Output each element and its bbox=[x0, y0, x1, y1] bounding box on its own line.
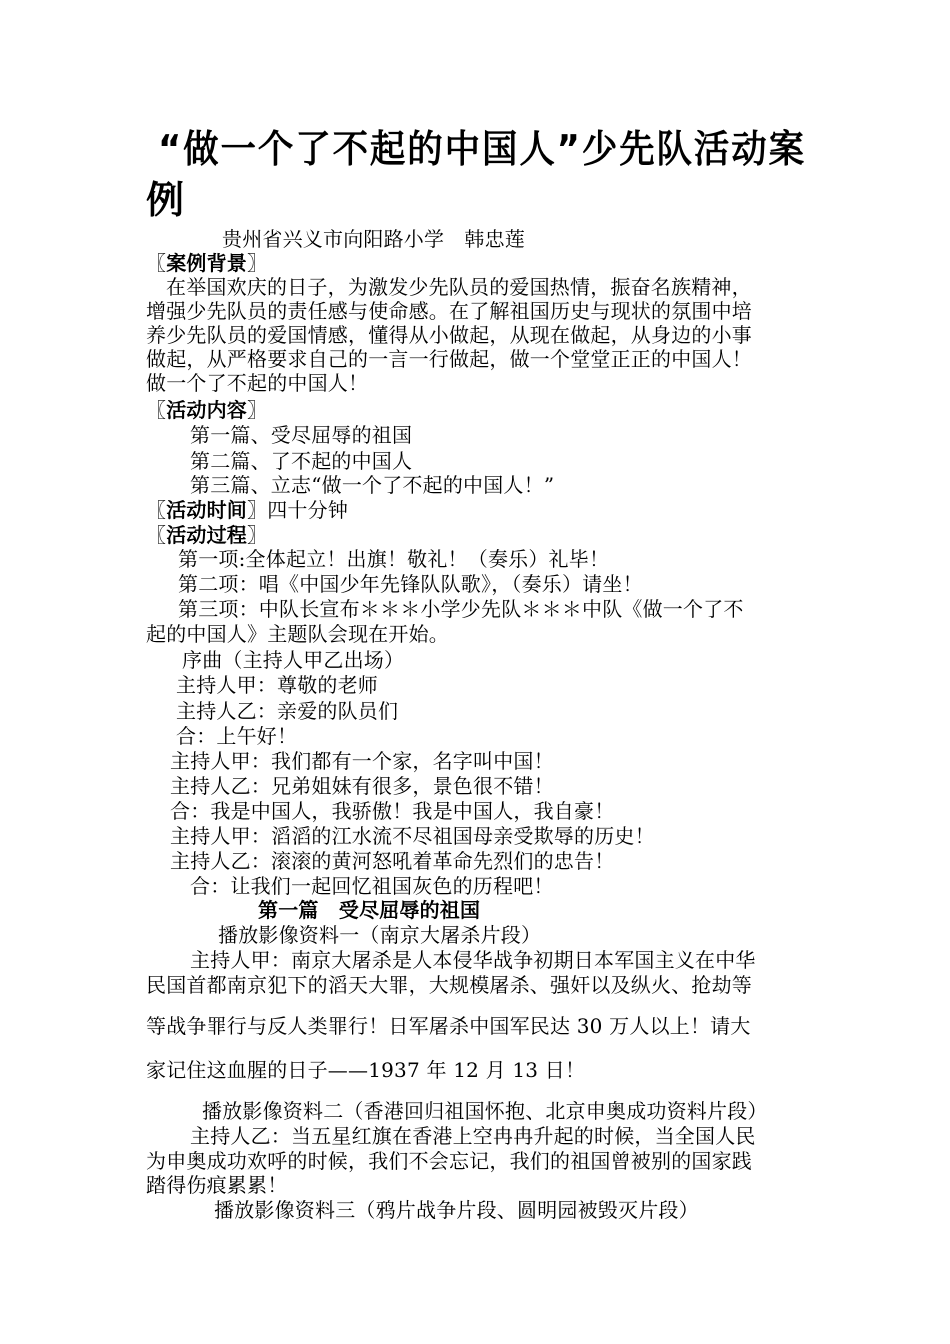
section-heading-process: 〖活动过程〗 bbox=[146, 523, 268, 547]
content-item: 第一篇、受尽屈辱的祖国 bbox=[190, 423, 413, 447]
part-one-line: 播放影像资料二（香港回归祖国怀抱、北京申奥成功资料片段） bbox=[202, 1099, 768, 1123]
section-heading-background: 〖案例背景〗 bbox=[146, 251, 268, 275]
part-one-line: 播放影像资料一（南京大屠杀片段） bbox=[218, 923, 542, 947]
background-paragraph-line: 养少先队员的爱国情感，懂得从小做起，从现在做起，从身边的小事 bbox=[146, 323, 752, 347]
part-one-line: 主持人甲：南京大屠杀是人本侵华战争初期日本军国主义在中华 bbox=[190, 948, 756, 972]
document-title-line-1: “做一个了不起的中国人”少先队活动案 bbox=[158, 127, 806, 171]
process-line: 主持人甲：尊敬的老师 bbox=[176, 673, 378, 697]
section-heading-time: 〖活动时间〗四十分钟 bbox=[146, 498, 349, 522]
process-line: 第三项：中队长宣布＊＊＊小学少先队＊＊＊中队《做一个了不 bbox=[178, 597, 744, 621]
process-line: 第二项：唱《中国少年先锋队队歌》，（奏乐）请坐！ bbox=[178, 572, 643, 596]
process-line: 合：上午好！ bbox=[176, 724, 298, 748]
section-heading-content: 〖活动内容〗 bbox=[146, 398, 268, 422]
process-line: 第一项:全体起立！出旗！敬礼！（奏乐）礼毕！ bbox=[178, 547, 610, 571]
process-line: 主持人乙：兄弟姐妹有很多，景色很不错！ bbox=[170, 774, 554, 798]
document-title-line-2: 例 bbox=[146, 178, 187, 222]
process-line: 主持人甲：滔滔的江水流不尽祖国母亲受欺辱的历史！ bbox=[170, 824, 655, 848]
process-line: 序曲（主持人甲乙出场） bbox=[182, 648, 405, 672]
part-one-line: 家记住这血腥的日子——1937 年 12 月 13 日！ bbox=[146, 1058, 586, 1082]
process-line: 主持人乙：滚滚的黄河怒吼着革命先烈们的忠告！ bbox=[170, 849, 615, 873]
process-line: 主持人乙：亲爱的队员们 bbox=[176, 699, 399, 723]
process-line: 主持人甲：我们都有一个家，名字叫中国！ bbox=[170, 749, 554, 773]
part-one-heading: 第一篇 受尽屈辱的祖国 bbox=[258, 898, 481, 922]
part-one-line: 为申奥成功欢呼的时候，我们不会忘记，我们的祖国曾被别的国家践 bbox=[146, 1149, 752, 1173]
part-one-line: 主持人乙：当五星红旗在香港上空冉冉升起的时候，当全国人民 bbox=[190, 1124, 756, 1148]
part-one-line: 民国首都南京犯下的滔天大罪，大规模屠杀、强奸以及纵火、抢劫等 bbox=[146, 973, 752, 997]
content-item: 第三篇、立志“做一个了不起的中国人！” bbox=[190, 473, 555, 497]
activity-duration: 四十分钟 bbox=[267, 498, 349, 522]
background-paragraph-line: 在举国欢庆的日子，为激发少先队员的爱国热情，振奋名族精神， bbox=[166, 275, 752, 299]
part-one-line: 踏得伤痕累累！ bbox=[146, 1173, 288, 1197]
author-line: 贵州省兴义市向阳路小学 韩忠莲 bbox=[222, 227, 525, 251]
background-paragraph-line: 做起，从严格要求自己的一言一行做起，做一个堂堂正正的中国人！ bbox=[146, 347, 752, 371]
background-paragraph-line: 做一个了不起的中国人！ bbox=[146, 371, 369, 395]
process-line: 合：让我们一起回忆祖国灰色的历程吧！ bbox=[190, 874, 554, 898]
content-item: 第二篇、了不起的中国人 bbox=[190, 449, 413, 473]
process-line: 起的中国人》主题队会现在开始。 bbox=[146, 622, 449, 646]
part-one-line: 等战争罪行与反人类罪行！日军屠杀中国军民达 30 万人以上！请大 bbox=[146, 1014, 751, 1038]
part-one-line: 播放影像资料三（鸦片战争片段、圆明园被毁灭片段） bbox=[214, 1198, 699, 1222]
process-line: 合：我是中国人，我骄傲！我是中国人，我自豪！ bbox=[170, 799, 615, 823]
background-paragraph-line: 增强少先队员的责任感与使命感。在了解祖国历史与现状的氛围中培 bbox=[146, 299, 752, 323]
